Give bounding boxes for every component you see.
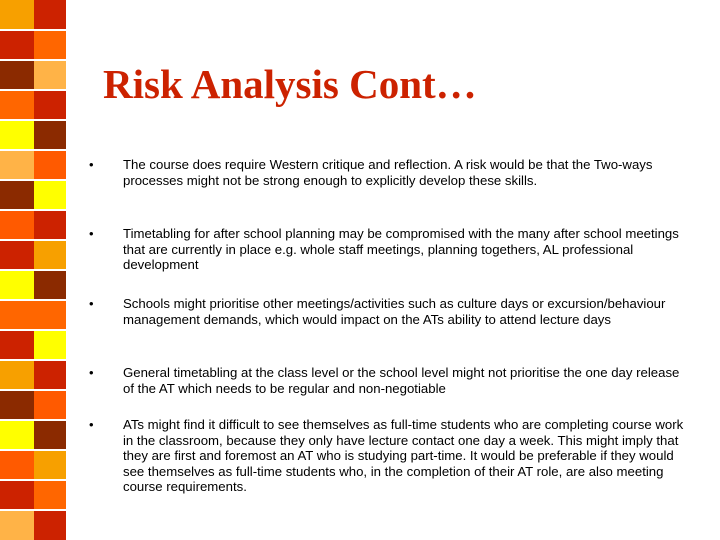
decorative-stripe-left: [0, 120, 34, 150]
decorative-stripe-right: [34, 240, 66, 270]
decorative-stripe-right: [34, 270, 66, 300]
decorative-stripe-left: [0, 480, 34, 510]
decorative-stripe: [0, 360, 66, 390]
decorative-stripe-gap: [0, 449, 66, 451]
decorative-stripe: [0, 0, 66, 30]
decorative-stripe-gap: [0, 239, 66, 241]
decorative-stripe-left: [0, 270, 34, 300]
decorative-stripe-left: [0, 150, 34, 180]
decorative-stripe-gap: [0, 329, 66, 331]
decorative-stripe-gap: [0, 119, 66, 121]
decorative-stripe-left: [0, 240, 34, 270]
bullet-text: Timetabling for after school planning may be compromised with the many after school meetings that are currently in place e.g. whole staff meetings, planning togethers, AL professional development: [123, 226, 679, 273]
bullet-icon: •: [89, 226, 94, 241]
decorative-stripe-right: [34, 390, 66, 420]
decorative-stripe-left: [0, 300, 34, 330]
decorative-stripe: [0, 510, 66, 540]
decorative-stripe: [0, 420, 66, 450]
decorative-stripe-gap: [0, 419, 66, 421]
decorative-stripe-right: [34, 300, 66, 330]
decorative-stripe-gap: [0, 209, 66, 211]
bullet-item: [88, 157, 688, 188]
decorative-stripe-right: [34, 510, 66, 540]
decorative-stripe: [0, 450, 66, 480]
decorative-stripe-left: [0, 90, 34, 120]
decorative-stripe-gap: [0, 29, 66, 31]
decorative-stripe: [0, 30, 66, 60]
decorative-stripe-gap: [0, 359, 66, 361]
decorative-stripe: [0, 300, 66, 330]
decorative-stripe-left: [0, 60, 34, 90]
bullet-text: The course does require Western critique and reflection. A risk would be that the Two-ways processes might not be strong enough to explicitly develop these skills.: [123, 157, 653, 188]
decorative-stripe-right: [34, 30, 66, 60]
decorative-stripe-right: [34, 420, 66, 450]
decorative-stripe-left: [0, 390, 34, 420]
bullet-item: [88, 296, 688, 327]
decorative-stripe-right: [34, 360, 66, 390]
decorative-stripe-left: [0, 420, 34, 450]
decorative-stripe: [0, 390, 66, 420]
slide-title: Risk Analysis Cont…: [103, 61, 477, 107]
decorative-stripe-right: [34, 120, 66, 150]
decorative-stripe-right: [34, 330, 66, 360]
decorative-stripe-right: [34, 90, 66, 120]
decorative-stripe: [0, 90, 66, 120]
decorative-stripe-left: [0, 360, 34, 390]
decorative-stripe-right: [34, 0, 66, 30]
decorative-stripe-gap: [0, 89, 66, 91]
decorative-stripe-right: [34, 180, 66, 210]
decorative-stripe: [0, 270, 66, 300]
bullet-item: [88, 365, 688, 396]
decorative-stripe-right: [34, 450, 66, 480]
bullet-text: Schools might prioritise other meetings/activities such as culture days or excursion/behaviour management demands, which would impact on the ATs ability to attend lecture days: [123, 296, 666, 327]
decorative-stripe-column: [0, 0, 66, 540]
decorative-stripe: [0, 330, 66, 360]
decorative-stripe-right: [34, 210, 66, 240]
decorative-stripe-left: [0, 30, 34, 60]
decorative-stripe-gap: [0, 149, 66, 151]
bullet-text: General timetabling at the class level or the school level might not prioritise the one day release of the AT which needs to be regular and non-negotiable: [123, 365, 680, 396]
decorative-stripe-left: [0, 450, 34, 480]
decorative-stripe-gap: [0, 509, 66, 511]
decorative-stripe-left: [0, 330, 34, 360]
decorative-stripe: [0, 210, 66, 240]
bullet-icon: •: [89, 365, 94, 380]
decorative-stripe-left: [0, 210, 34, 240]
decorative-stripe: [0, 480, 66, 510]
decorative-stripe-right: [34, 60, 66, 90]
bullet-icon: •: [89, 296, 94, 311]
decorative-stripe-gap: [0, 269, 66, 271]
bullet-icon: •: [89, 417, 94, 432]
decorative-stripe-right: [34, 480, 66, 510]
decorative-stripe-left: [0, 180, 34, 210]
decorative-stripe-left: [0, 510, 34, 540]
decorative-stripe-gap: [0, 479, 66, 481]
decorative-stripe: [0, 120, 66, 150]
decorative-stripe: [0, 240, 66, 270]
bullet-text: ATs might find it difficult to see themselves as full-time students who are completing course work in the classroom, because they only have lecture contact one day a week. This might imply that they are first and foremost an AT who is studying part-time. It would be preferable if they would see themselves as full-time students who, in the completion of their AT role, are also meeting course requirements.: [123, 417, 684, 495]
decorative-stripe-gap: [0, 299, 66, 301]
decorative-stripe-right: [34, 150, 66, 180]
bullet-item: [88, 417, 688, 495]
decorative-stripe-gap: [0, 389, 66, 391]
bullet-item: [88, 226, 688, 273]
bullet-icon: •: [89, 157, 94, 172]
decorative-stripe: [0, 60, 66, 90]
decorative-stripe-left: [0, 0, 34, 30]
decorative-stripe: [0, 150, 66, 180]
decorative-stripe: [0, 180, 66, 210]
decorative-stripe-gap: [0, 179, 66, 181]
decorative-stripe-gap: [0, 59, 66, 61]
